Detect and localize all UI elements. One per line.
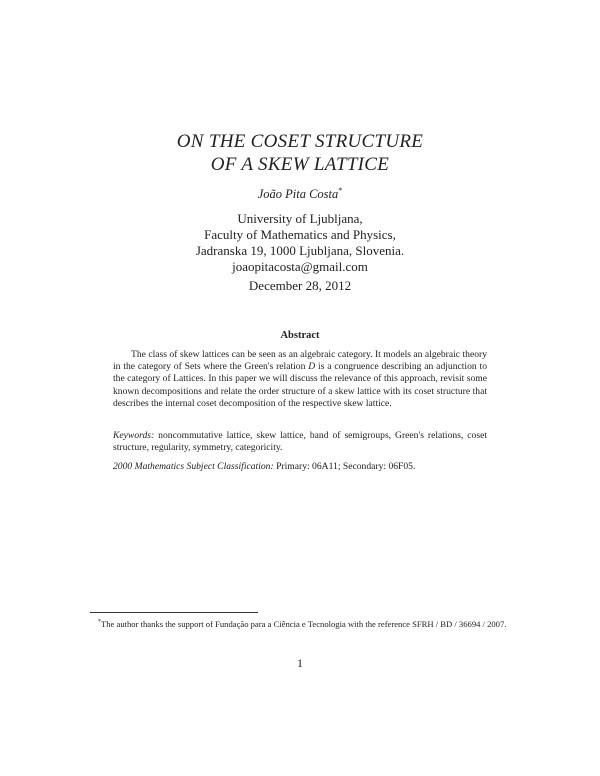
footnote-mark: * [98,619,101,625]
author-name [0,186,600,202]
footnote-rule [90,612,258,613]
abstract-body [113,349,487,410]
title-line-1: ON THE COSET STRUCTURE [176,131,424,152]
page-number: 1 [297,656,303,670]
affiliation-faculty: Faculty of Mathematics and Physics, [204,227,396,242]
author-footnote-mark: * [338,186,343,195]
abstract-text-part1: The class of skew lattices can be seen as an algebraic category. It models an algebraic theory in the category of Sets where the Green's relation [113,349,487,373]
footnote-text: The author thanks the support of Fundação para a Ciência e Tecnologia with the reference SFRH / BD / 36694 / 2007. [101,618,507,629]
affiliation-email: joaopitacosta@gmail.com [232,259,368,274]
keywords-text: noncommutative lattice, skew lattice, band of semigroups, Green's relations, coset structure, regularity, symmetry, categoricity. [113,430,487,454]
footnote [90,617,510,630]
paper-title [0,130,600,176]
affiliation-university: University of Ljubljana, [237,211,363,226]
author-text: João Pita Costa [257,187,339,202]
abstract-heading: Abstract [280,330,320,341]
title-line-2: OF A SKEW LATTICE [210,154,390,175]
keywords [113,430,487,454]
affiliation-address: Jadranska 19, 1000 Ljubljana, Slovenia. [195,243,405,258]
author-affiliation [0,211,600,275]
abstract-text-part2: is a congruence describing an adjunction to the category of Lattices. In this paper we will discuss the relevance of this approach, revisit some known decompositions and relate the order structure of a skew lattice with its coset structure that describes the internal coset decomposition of the respective skew lattice. [113,361,487,409]
msc-label: 2000 Mathematics Subject Classification: [113,461,274,472]
msc-text: Primary: 06A11; Secondary: 06F05. [273,461,416,472]
msc-classification [113,461,493,473]
paper-date: December 28, 2012 [248,278,352,293]
keywords-label: Keywords: [113,430,155,441]
abstract-symbol-d: D [308,361,316,373]
